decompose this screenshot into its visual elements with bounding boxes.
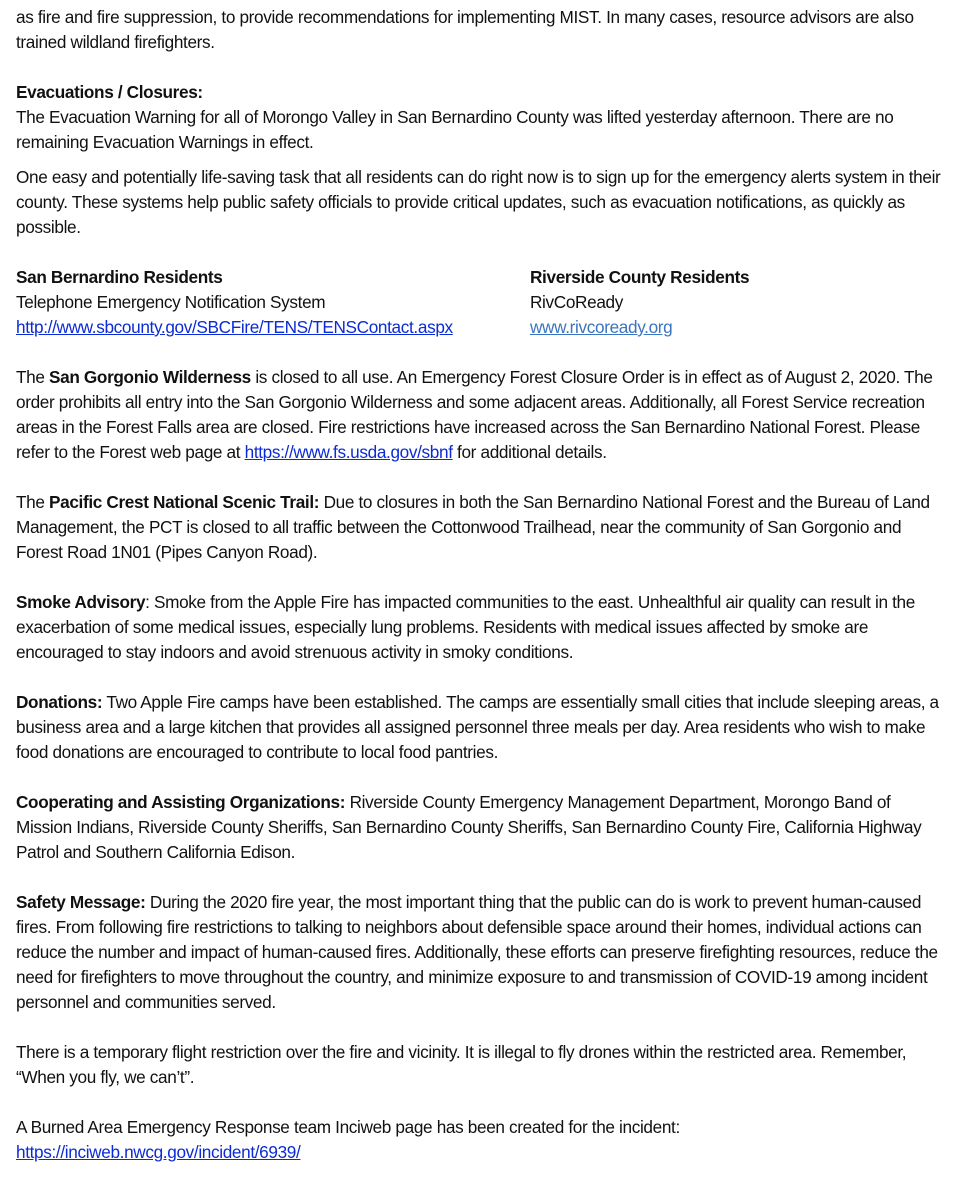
text: for additional details. bbox=[452, 442, 607, 462]
rivcoready-link[interactable]: www.rivcoready.org bbox=[530, 317, 673, 337]
tens-link[interactable]: http://www.sbcounty.gov/SBCFire/TENS/TENSContact.aspx bbox=[16, 317, 453, 337]
bold-lead: Safety Message: bbox=[16, 892, 146, 912]
text: Due to closures in both the San Bernardino National Forest and the Bureau of Land Management, the PCT is closed to all traffic between the Cottonwood Trailhead, near the community of San Gorgonio and Forest Road 1N01 (Pipes Canyon Road). bbox=[16, 492, 930, 562]
residents-columns bbox=[16, 265, 950, 340]
system-name: RivCoReady bbox=[530, 292, 623, 312]
text: A Burned Area Emergency Response team Inciweb page has been created for the incident: bbox=[16, 1117, 680, 1137]
san-bernardino-residents bbox=[16, 265, 530, 340]
flight-paragraph: There is a temporary flight restriction over the fire and vicinity. It is illegal to fly drones within the restricted area. Remember, “When you fly, we can’t”. bbox=[16, 1042, 907, 1087]
column-heading: San Bernardino Residents bbox=[16, 267, 223, 287]
text: The bbox=[16, 367, 49, 387]
evacuations-section bbox=[16, 80, 950, 240]
forest-link[interactable]: https://www.fs.usda.gov/sbnf bbox=[244, 442, 453, 462]
bold-lead: Smoke Advisory bbox=[16, 592, 146, 612]
wilderness-paragraph bbox=[16, 365, 950, 465]
system-name: Telephone Emergency Notification System bbox=[16, 292, 326, 312]
column-heading: Riverside County Residents bbox=[530, 267, 750, 287]
text: Two Apple Fire camps have been established. The camps are essentially small cities that include sleeping areas, a business area and a large kitchen that provides all assigned personnel three meals per day. Area residents who wish to make food donations are encouraged to contribute to local food pantries. bbox=[16, 692, 939, 762]
smoke-paragraph bbox=[16, 590, 950, 665]
bold-lead: San Gorgonio Wilderness bbox=[49, 367, 251, 387]
pct-paragraph bbox=[16, 490, 950, 565]
text: : Smoke from the Apple Fire has impacted communities to the east. Unhealthful air quality can result in the exacerbation of some medical issues, especially lung problems. Residents with medical issues affected by smoke are encouraged to stay indoors and avoid strenuous activity in smoky conditions. bbox=[16, 592, 915, 662]
text: The bbox=[16, 492, 49, 512]
evacuations-heading: Evacuations / Closures: bbox=[16, 82, 203, 102]
bold-lead: Donations: bbox=[16, 692, 103, 712]
safety-paragraph bbox=[16, 890, 950, 1015]
donations-paragraph bbox=[16, 690, 950, 765]
riverside-residents bbox=[530, 265, 950, 340]
inciweb-link[interactable]: https://inciweb.nwcg.gov/incident/6939/ bbox=[16, 1142, 301, 1162]
text: Riverside County Emergency Management Department, Morongo Band of Mission Indians, Riverside County Sheriffs, San Bernardino County Sheriffs, San Bernardino County Fire, California Highway Patrol and Southern California Edison. bbox=[16, 792, 922, 862]
intro-paragraph: as fire and fire suppression, to provide recommendations for implementing MIST. In many cases, resource advisors are also trained wildland firefighters. bbox=[16, 7, 914, 52]
bold-lead: Pacific Crest National Scenic Trail: bbox=[49, 492, 320, 512]
text: is closed to all use. An Emergency Forest Closure Order is in effect as of August 2, 2020. The order prohibits all entry into the San Gorgonio Wilderness and some adjacent areas. Additionally, all Forest Service recreation areas in the Forest Falls area are closed. Fire restrictions have increased across the San Bernardino National Forest. Please refer to the Forest web page at bbox=[16, 367, 933, 462]
text: During the 2020 fire year, the most important thing that the public can do is work to prevent human-caused fires. From following fire restrictions to talking to neighbors about defensible space around their homes, individual actions can reduce the number and impact of human-caused fires. Additionally, these efforts can preserve firefighting resources, reduce the need for firefighters to move throughout the country, and minimize exposure to and transmission of COVID-19 among incident personnel and communities served. bbox=[16, 892, 938, 1012]
alerts-text: One easy and potentially life-saving task that all residents can do right now is to sign up for the emergency alerts system in their county. These systems help public safety officials to provide critical updates, such as evacuation notifications, as quickly as possible. bbox=[16, 167, 941, 237]
baer-paragraph bbox=[16, 1115, 950, 1165]
bold-lead: Cooperating and Assisting Organizations: bbox=[16, 792, 346, 812]
cooperating-paragraph bbox=[16, 790, 950, 865]
evacuations-text: The Evacuation Warning for all of Morongo Valley in San Bernardino County was lifted yesterday afternoon. There are no remaining Evacuation Warnings in effect. bbox=[16, 107, 894, 152]
